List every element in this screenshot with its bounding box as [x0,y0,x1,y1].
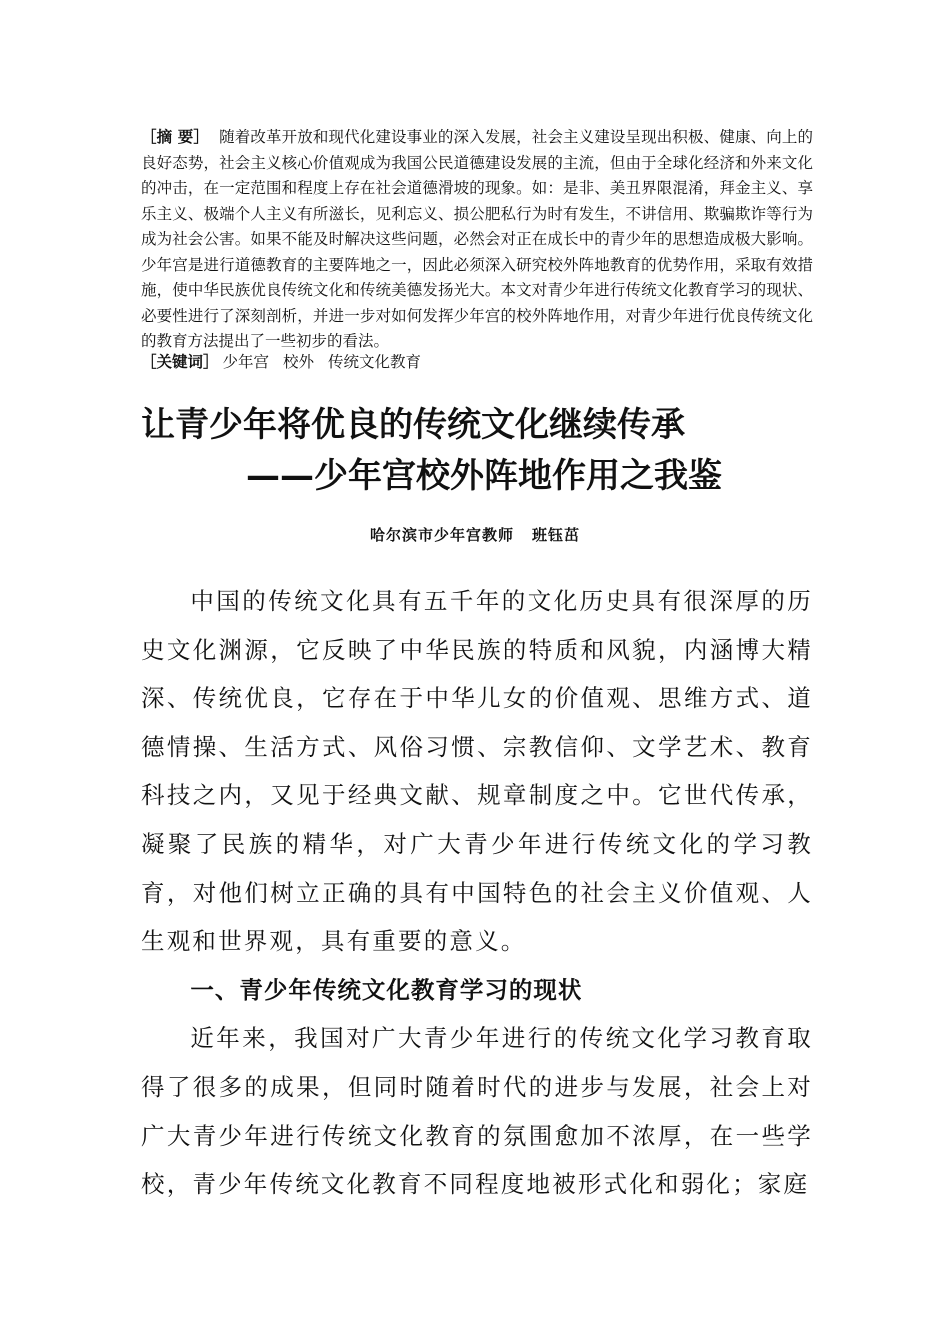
section-paragraph: 近年来，我国对广大青少年进行的传统文化学习教育取得了很多的成果，但同时随着时代的进步与发展，社会上对广大青少年进行传统文化教育的氛围愈加不浓厚，在一些学校，青少年传统文化教育不同程度地被形式化和弱化；家庭 [141,1024,813,1199]
keyword-item: 校外 [283,353,315,371]
article-subtitle: ——少年宫校外阵地作用之我鉴 [246,456,722,496]
abstract-label: ［摘 要］ [141,128,210,146]
section-heading: 一、青少年传统文化教育学习的现状 [190,975,583,1004]
keywords [141,350,813,375]
keywords-label: ［关键词］ [141,353,219,371]
author-affiliation: 哈尔滨市少年宫教师 [369,526,514,544]
intro-paragraph: 中国的传统文化具有五千年的文化历史具有很深厚的历史文化渊源，它反映了中华民族的特质和风貌，内涵博大精深、传统优良，它存在于中华儿女的价值观、思维方式、道德情操、生活方式、风俗习惯、宗教信仰、文学艺术、教育科技之内，又见于经典文献、规章制度之中。它世代传承，凝聚了民族的精华，对广大青少年进行传统文化的学习教育，对他们树立正确的具有中国特色的社会主义价值观、人生观和世界观，具有重要的意义。 [141,587,813,956]
keyword-item: 少年宫 [222,353,270,371]
abstract [141,125,813,355]
author-line [0,524,950,546]
keyword-item: 传统文化教育 [328,353,422,371]
article-body [141,577,813,1209]
abstract-text: 随着改革开放和现代化建设事业的深入发展，社会主义建设呈现出积极、健康、向上的良好态势，社会主义核心价值观成为我国公民道德建设发展的主流，但由于全球化经济和外来文化的冲击，在一定范围和程度上存在社会道德滑坡的现象。如：是非、美丑界限混淆，拜金主义、享乐主义、极端个人主义有所滋长，见利忘义、损公肥私行为时有发生，不讲信用、欺骗欺诈等行为成为社会公害。如果不能及时解决这些问题，必然会对正在成长中的青少年的思想造成极大影响。少年宫是进行道德教育的主要阵地之一，因此必须深入研究校外阵地教育的优势作用，采取有效措施，使中华民族优良传统文化和传统美德发扬光大。本文对青少年进行传统文化教育学习的现状、必要性进行了深刻剖析，并进一步对如何发挥少年宫的校外阵地作用，对青少年进行优良传统文化的教育方法提出了一些初步的看法。 [141,128,813,350]
article-title: 让青少年将优良的传统文化继续传承 [141,405,685,445]
author-name: 班钰茁 [532,526,581,544]
